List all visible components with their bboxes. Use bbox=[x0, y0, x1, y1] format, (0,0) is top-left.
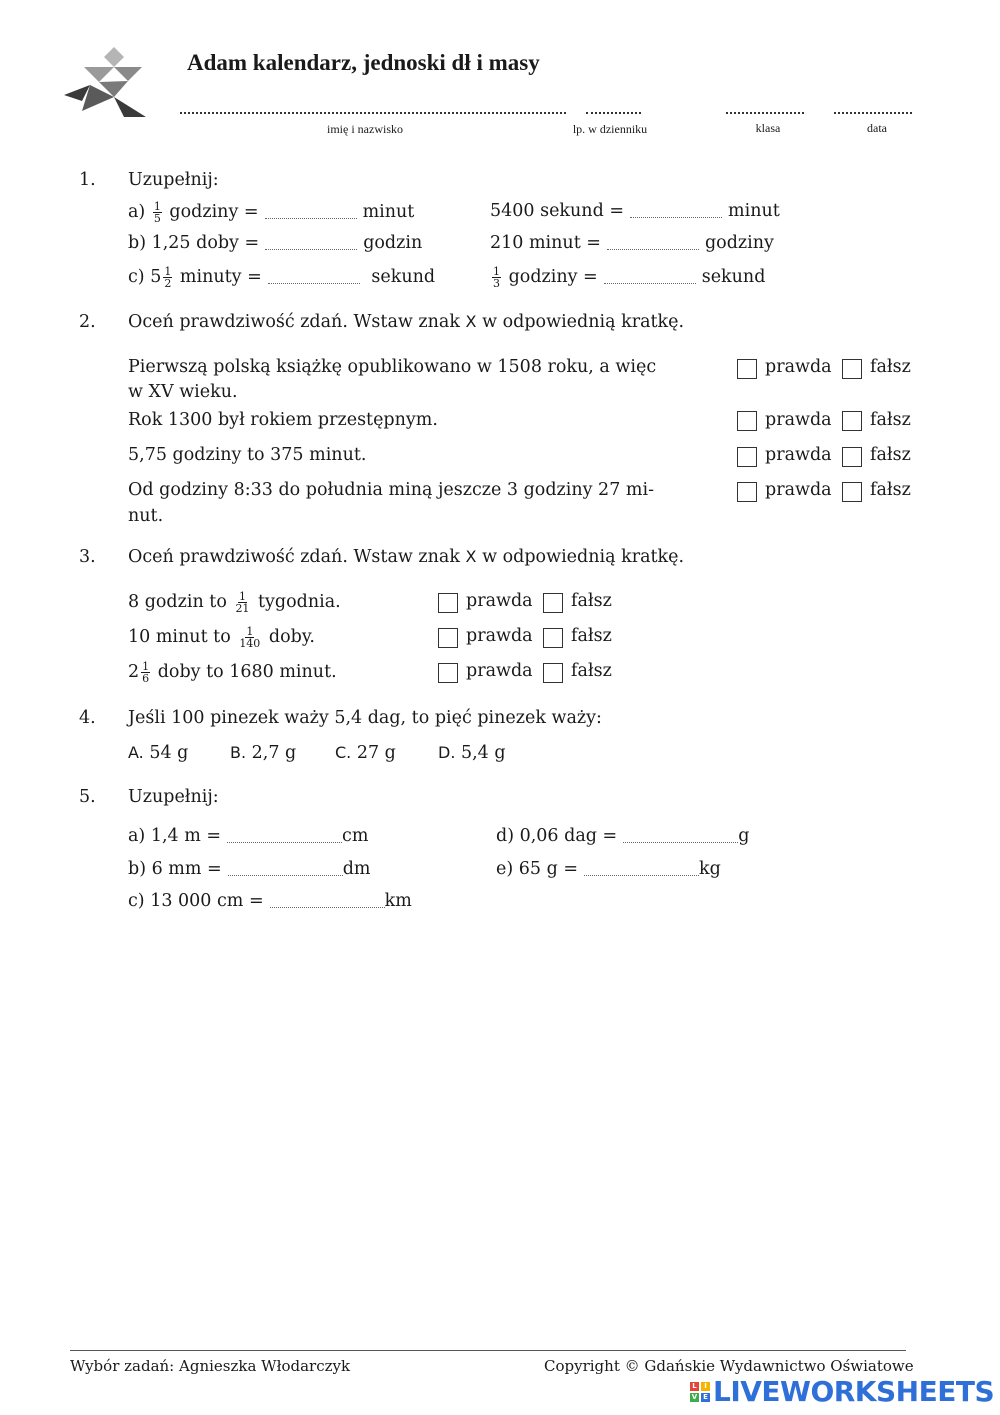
task3-title bbox=[128, 547, 684, 567]
true-label: prawda bbox=[466, 661, 533, 681]
answer-blank[interactable] bbox=[584, 875, 699, 876]
answer-blank[interactable] bbox=[630, 217, 722, 218]
brand-letter: E bbox=[701, 1393, 710, 1402]
task5-c bbox=[128, 891, 412, 911]
tangram-logo bbox=[62, 45, 152, 123]
task1-title: Uzupełnij: bbox=[128, 170, 219, 190]
statement-text: doby to 1680 minut. bbox=[157, 662, 337, 682]
task1-b-text: b) 1,25 doby = bbox=[128, 233, 260, 253]
false-label: fałsz bbox=[870, 410, 911, 430]
fraction: $\frac{1}{140}$ bbox=[239, 625, 261, 650]
task2-statement-4a: Od godziny 8:33 do południa miną jeszcze 3 godziny 27 mi- bbox=[128, 480, 654, 500]
task5-title: Uzupełnij: bbox=[128, 787, 219, 807]
task1-a2-unit: minut bbox=[728, 201, 780, 221]
task5-c-unit: km bbox=[384, 891, 412, 911]
task5-c-text: c) 13 000 cm = bbox=[128, 891, 264, 911]
option-value: 54 g bbox=[149, 743, 189, 763]
name-field-line[interactable] bbox=[180, 112, 566, 114]
fraction: $\frac{1}{21}$ bbox=[235, 590, 250, 615]
class-label: klasa bbox=[755, 121, 781, 135]
task2-number: 2. bbox=[79, 312, 96, 332]
answer-blank[interactable] bbox=[227, 842, 342, 843]
task5-e-unit: kg bbox=[699, 859, 721, 879]
true-label: prawda bbox=[466, 591, 533, 611]
true-checkbox[interactable] bbox=[737, 447, 757, 467]
task5-d-text: d) 0,06 dag = bbox=[496, 826, 618, 846]
task1-number: 1. bbox=[79, 170, 96, 190]
true-label: prawda bbox=[765, 357, 832, 377]
task1-a-text: godziny = bbox=[169, 202, 259, 222]
task1-b bbox=[128, 233, 422, 253]
task3-statement-2 bbox=[128, 626, 315, 649]
option-letter: D. bbox=[438, 743, 456, 762]
task1-a bbox=[128, 201, 414, 224]
task5-e-text: e) 65 g = bbox=[496, 859, 579, 879]
task1-b-unit: godzin bbox=[363, 233, 423, 253]
task1-c-unit: sekund bbox=[371, 267, 436, 287]
task4-number: 4. bbox=[79, 708, 96, 728]
brand-letter: I bbox=[701, 1382, 710, 1391]
option-value: 5,4 g bbox=[460, 743, 506, 763]
footer-author: Wybór zadań: Agnieszka Włodarczyk bbox=[70, 1357, 351, 1375]
fraction: $\frac{1}{6}$ bbox=[142, 660, 150, 685]
false-label: fałsz bbox=[571, 661, 612, 681]
footer-divider bbox=[70, 1350, 906, 1351]
x-mark: X bbox=[465, 312, 477, 331]
task1-a2-text: 5400 sekund = bbox=[490, 201, 625, 221]
liveworksheets-logo[interactable] bbox=[690, 1375, 994, 1408]
true-checkbox[interactable] bbox=[438, 663, 458, 683]
task5-a-unit: cm bbox=[342, 826, 369, 846]
task4-question: Jeśli 100 pinezek waży 5,4 dag, to pięć pinezek waży: bbox=[128, 708, 602, 728]
task5-b-unit: dm bbox=[342, 859, 371, 879]
true-label: prawda bbox=[765, 480, 832, 500]
task3-statement-3 bbox=[128, 661, 337, 684]
option-c[interactable] bbox=[335, 743, 396, 763]
statement-text: 8 godzin to bbox=[128, 592, 227, 612]
footer-copyright: Copyright © Gdańskie Wydawnictwo Oświatowe bbox=[544, 1357, 914, 1375]
task1-a2 bbox=[490, 201, 780, 221]
worksheet-title: Adam kalendarz, jednoski dł i masy bbox=[187, 50, 540, 75]
task2-title bbox=[128, 312, 684, 332]
false-checkbox[interactable] bbox=[543, 663, 563, 683]
task1-b2-text: 210 minut = bbox=[490, 233, 601, 253]
task5-d-unit: g bbox=[738, 826, 750, 846]
task5-number: 5. bbox=[79, 787, 96, 807]
task3-number: 3. bbox=[79, 547, 96, 567]
task2-title-pre: Oceń prawdziwość zdań. Wstaw znak bbox=[128, 312, 460, 332]
answer-blank[interactable] bbox=[607, 249, 699, 250]
task5-e bbox=[496, 859, 721, 879]
task1-c2 bbox=[490, 266, 765, 289]
answer-blank[interactable] bbox=[270, 907, 385, 908]
task1-c-text: minuty = bbox=[179, 267, 262, 287]
task2-title-post: w odpowiednią kratkę. bbox=[482, 312, 685, 332]
true-label: prawda bbox=[765, 410, 832, 430]
fraction: $\frac{1}{3}$ bbox=[493, 265, 500, 290]
task1-b2 bbox=[490, 233, 774, 253]
option-letter: C. bbox=[335, 743, 352, 762]
number-label: lp. w dzienniku bbox=[572, 122, 648, 136]
task1-c-prefix: c) 5 bbox=[128, 267, 162, 287]
false-checkbox[interactable] bbox=[842, 447, 862, 467]
class-field-line[interactable] bbox=[726, 112, 804, 114]
task1-b2-unit: godziny bbox=[704, 233, 774, 253]
brand-letter: L bbox=[690, 1382, 699, 1391]
task1-a-unit: minut bbox=[362, 202, 415, 222]
date-field-line[interactable] bbox=[834, 112, 912, 114]
task2-statement-1b: w XV wieku. bbox=[128, 382, 238, 402]
number-field-line[interactable] bbox=[586, 112, 641, 114]
false-label: fałsz bbox=[870, 357, 911, 377]
option-d[interactable] bbox=[438, 743, 506, 763]
false-label: fałsz bbox=[870, 445, 911, 465]
false-checkbox[interactable] bbox=[543, 593, 563, 613]
true-label: prawda bbox=[466, 626, 533, 646]
task1-c2-text: godziny = bbox=[508, 267, 598, 287]
true-checkbox[interactable] bbox=[438, 628, 458, 648]
statement-text: tygodnia. bbox=[258, 592, 341, 612]
false-checkbox[interactable] bbox=[842, 359, 862, 379]
true-checkbox[interactable] bbox=[737, 359, 757, 379]
task2-statement-4b: nut. bbox=[128, 506, 164, 526]
option-value: 2,7 g bbox=[251, 743, 297, 763]
task3-title-pre: Oceń prawdziwość zdań. Wstaw znak bbox=[128, 547, 460, 567]
task3-title-post: w odpowiednią kratkę. bbox=[482, 547, 685, 567]
option-b[interactable] bbox=[230, 743, 296, 763]
statement-text: doby. bbox=[268, 627, 315, 647]
statement-text: 2 bbox=[128, 662, 140, 682]
false-label: fałsz bbox=[571, 626, 612, 646]
fraction: $\frac{1}{5}$ bbox=[153, 200, 161, 225]
false-label: fałsz bbox=[571, 591, 612, 611]
answer-blank[interactable] bbox=[268, 283, 360, 284]
brand-letter: V bbox=[691, 1392, 698, 1401]
task1-c2-unit: sekund bbox=[701, 267, 766, 287]
answer-blank[interactable] bbox=[265, 249, 357, 250]
true-checkbox[interactable] bbox=[438, 593, 458, 613]
task1-c bbox=[128, 266, 435, 289]
task3-statement-1 bbox=[128, 591, 341, 614]
answer-blank[interactable] bbox=[265, 218, 357, 219]
false-checkbox[interactable] bbox=[842, 482, 862, 502]
date-label: data bbox=[867, 121, 887, 135]
fraction: $\frac{1}{2}$ bbox=[164, 265, 172, 290]
option-letter: A. bbox=[128, 743, 144, 762]
false-checkbox[interactable] bbox=[842, 411, 862, 431]
task5-b bbox=[128, 859, 371, 879]
false-checkbox[interactable] bbox=[543, 628, 563, 648]
x-mark: X bbox=[465, 547, 477, 566]
false-label: fałsz bbox=[870, 480, 911, 500]
task5-b-text: b) 6 mm = bbox=[128, 859, 222, 879]
answer-blank[interactable] bbox=[228, 875, 343, 876]
task1-a-prefix: a) bbox=[128, 202, 146, 222]
brand-squares-icon bbox=[690, 1382, 710, 1402]
task2-statement-3: 5,75 godziny to 375 minut. bbox=[128, 445, 367, 465]
name-label: imię i nazwisko bbox=[327, 122, 403, 136]
option-a[interactable] bbox=[128, 743, 188, 763]
brand-name: LIVEWORKSHEETS bbox=[713, 1375, 995, 1408]
option-value: 27 g bbox=[356, 743, 396, 763]
task2-statement-2: Rok 1300 był rokiem przestępnym. bbox=[128, 410, 438, 430]
task5-a bbox=[128, 826, 368, 846]
statement-text: 10 minut to bbox=[128, 627, 231, 647]
answer-blank[interactable] bbox=[604, 283, 696, 284]
task5-d bbox=[496, 826, 749, 846]
task2-statement-1a: Pierwszą polską książkę opublikowano w 1508 roku, a więc bbox=[128, 357, 657, 377]
true-label: prawda bbox=[765, 445, 832, 465]
option-letter: B. bbox=[230, 743, 247, 762]
answer-blank[interactable] bbox=[623, 842, 738, 843]
task5-a-text: a) 1,4 m = bbox=[128, 826, 222, 846]
true-checkbox[interactable] bbox=[737, 411, 757, 431]
true-checkbox[interactable] bbox=[737, 482, 757, 502]
